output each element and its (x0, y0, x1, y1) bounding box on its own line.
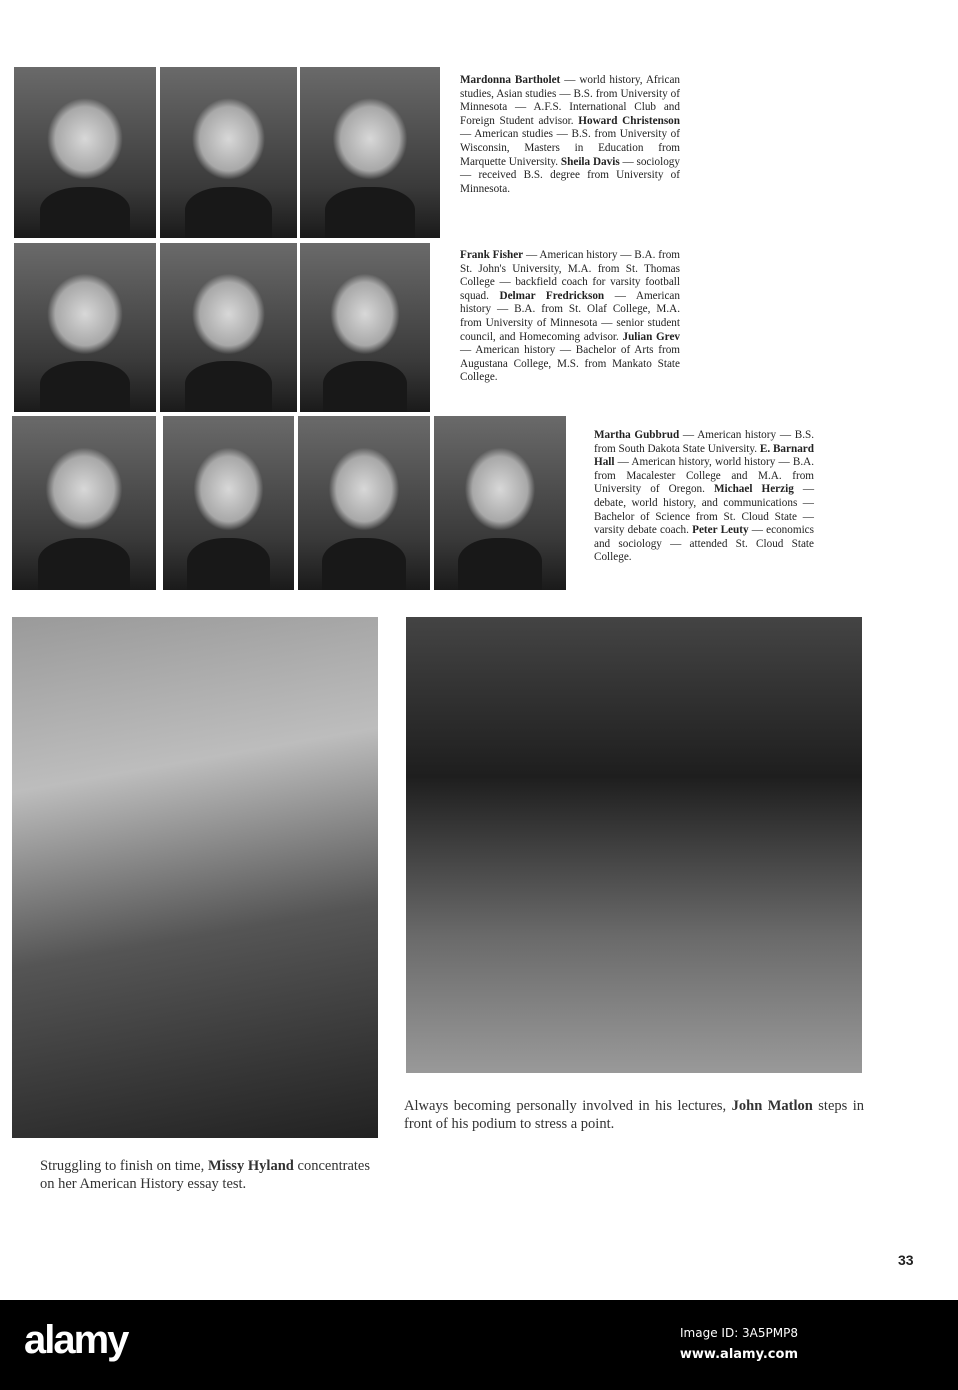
bio-text: — economics and sociology — attended St. Cloud State College. (594, 524, 814, 564)
caption-name: John Matlon (731, 1098, 813, 1114)
teacher-name: Peter Leuty (692, 524, 749, 537)
caption-missy-hyland (40, 1157, 370, 1193)
bio-text: — debate, world history, and communications — Bachelor of Science from St. Cloud State — varsity debate coach. (594, 483, 814, 537)
portrait-julian-grev (300, 243, 430, 412)
portrait-delmar-fredrickson (160, 243, 297, 412)
teacher-name: Howard Christenson (578, 114, 680, 127)
page-number: 33 (898, 1252, 914, 1268)
caption-text: Struggling to finish on time, (40, 1158, 208, 1174)
alamy-logo: alamy (24, 1318, 128, 1362)
bio-text: — American studies — B.S. from University of Wisconsin, Masters in Education from Marquette University. (460, 128, 680, 168)
portrait-peter-leuty (434, 416, 566, 590)
watermark-footer (0, 1300, 958, 1390)
caption-text: concentrates on her American History essay test. (40, 1158, 370, 1192)
image-id: Image ID: 3A5PMP8 (680, 1326, 798, 1340)
site-url[interactable]: www.alamy.com (679, 1347, 798, 1362)
caption-text: Always becoming personally involved in his lectures, (404, 1098, 732, 1114)
teacher-name: Sheila Davis (560, 155, 620, 168)
teacher-name: Julian Grev (622, 330, 681, 343)
teacher-name: Mardonna Bartholet (460, 74, 561, 86)
bio-text: — world history, African studies, Asian studies — B.S. from University of Minnesota — A.F.S. International Club and Foreign Student advisor. (460, 74, 680, 127)
caption-name: Missy Hyland (207, 1158, 294, 1174)
bio-block-2 (460, 249, 680, 385)
photo-teacher-lecturing (406, 617, 862, 1073)
photo-student-writing-test (12, 617, 378, 1138)
caption-text: steps in front of his podium to stress a point. (404, 1098, 864, 1132)
teacher-name: Martha Gubbrud (594, 429, 680, 441)
portrait-michael-herzig (298, 416, 430, 590)
portrait-frank-fisher (14, 243, 156, 412)
teacher-name: Michael Herzig (713, 483, 794, 496)
portrait-martha-gubbrud (12, 416, 156, 590)
portrait-mardonna-bartholet (14, 67, 156, 238)
bio-text: — American history — Bachelor of Arts from Augustana College, M.S. from Mankato State College. (460, 344, 680, 384)
teacher-name: E. Barnard Hall (594, 442, 814, 469)
bio-text: — American history, world history — B.A. from Macalester College and M.A. from University of Oregon. (594, 456, 814, 496)
image-info (680, 1322, 798, 1366)
caption-john-matlon (404, 1097, 864, 1133)
portrait-howard-christenson (160, 67, 297, 238)
teacher-name: Frank Fisher (460, 249, 524, 261)
bio-block-1 (460, 74, 680, 196)
bio-text: — American history — B.A. from St. John's University, M.A. from St. Thomas College — backfield coach for varsity football squad. (460, 249, 680, 302)
portrait-e-barnard-hall (163, 416, 294, 590)
bio-block-3 (594, 429, 814, 565)
bio-text: — American history — B.A. from St. Olaf College, M.A. from University of Minnesota — senior student council, and Homecoming advisor. (460, 289, 680, 343)
teacher-name: Delmar Fredrickson (499, 289, 605, 302)
bio-text: — sociology — received B.S. degree from University of Minnesota. (460, 155, 680, 195)
bio-text: — American history — B.S. from South Dakota State University. (594, 429, 815, 455)
portrait-sheila-davis (300, 67, 440, 238)
